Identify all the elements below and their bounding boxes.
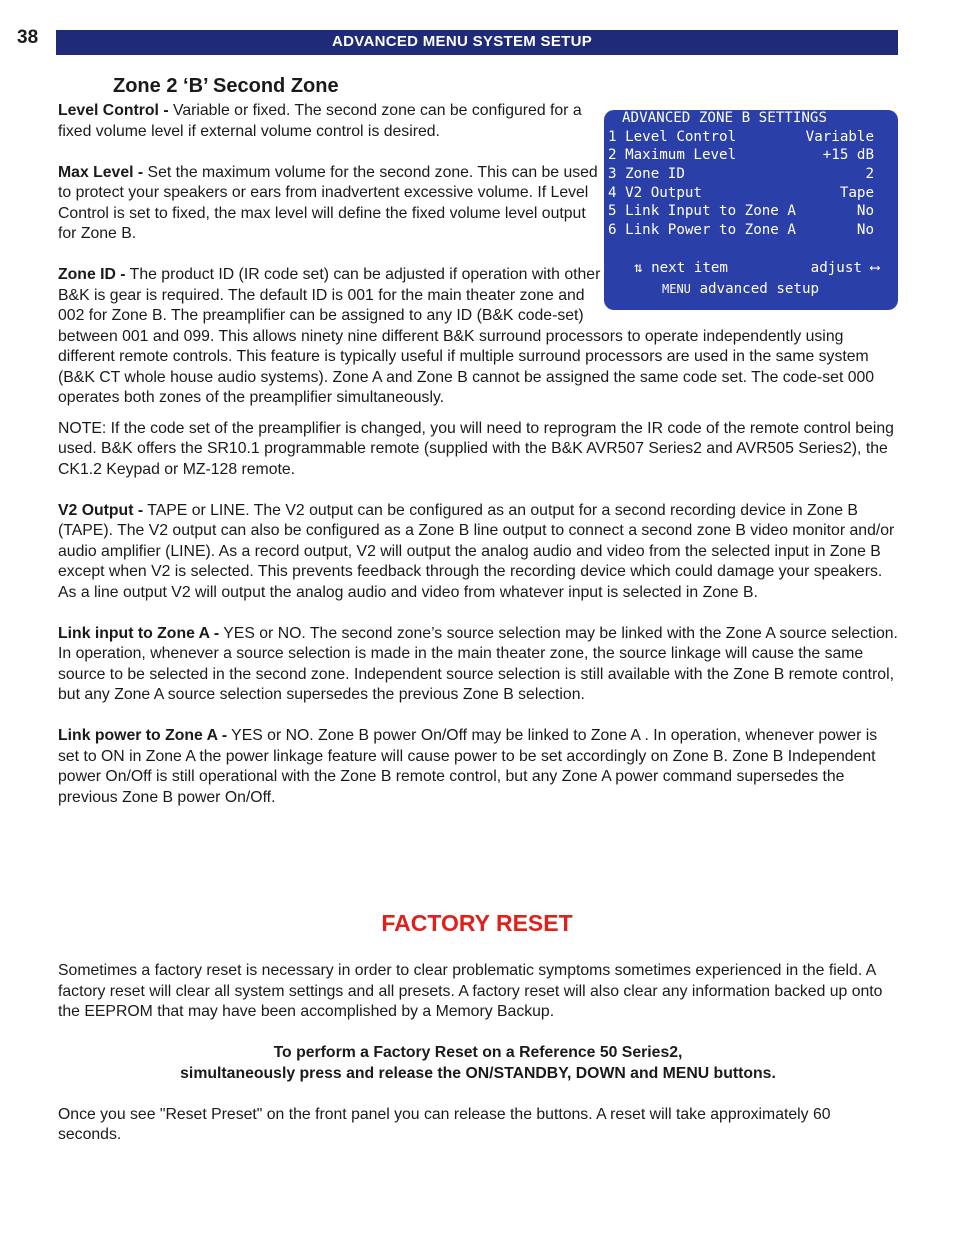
- paragraph-level-control: Level Control - Variable or fixed. The second zone can be configured for a fixed volume level if external volume control is desired.: [58, 102, 582, 140]
- term-link-input: Link input to Zone A -: [58, 624, 220, 642]
- osd-row-value: 2: [865, 166, 874, 182]
- term-max-level: Max Level -: [58, 163, 144, 181]
- paragraph-note: NOTE: If the code set of the preamplifier is changed, you will need to reprogram the IR code of the remote control being used. B&K offers the SR10.1 programmable remote (supplied with the B&K AVR507 Series2 and AVR505 Series2), the CK1.2 Keypad or MZ-128 remote.: [58, 419, 894, 478]
- paragraph-link-power: Link power to Zone A - YES or NO. Zone B power On/Off may be linked to Zone A . In operation, whenever power is set to ON in Zone A the power linkage feature will cause power to be set accordingly on Zone B. Zone B Independent power On/Off is still operational with the Zone B remote control, but any Zone A power command supersedes the previous Zone B power On/Off.: [58, 727, 878, 806]
- factory-reset-title: FACTORY RESET: [381, 910, 573, 936]
- term-zone-id: Zone ID -: [58, 266, 126, 283]
- osd-row-value: Tape: [839, 185, 874, 201]
- osd-row-label: 3 Zone ID: [608, 166, 685, 182]
- osd-next-item-hint: ⇅ next item: [634, 260, 728, 276]
- factory-reset-closing: Once you see "Reset Preset" on the front panel you can release the buttons. A reset will take approximately 60 seconds.: [58, 1105, 831, 1143]
- factory-reset-intro: Sometimes a factory reset is necessary in order to clear problematic symptoms sometimes experienced in the field. A factory reset will clear all system settings and all presets. A factory reset will also clear any information backed up onto the EEPROM that may have been accomplished by a Memory Backup.: [58, 962, 883, 1020]
- osd-row-value: Variable: [805, 129, 874, 145]
- osd-row-value: No: [856, 203, 874, 219]
- osd-row-label: 4 V2 Output: [608, 185, 702, 201]
- osd-row-label: 5 Link Input to Zone A: [608, 203, 796, 219]
- osd-row-label: 1 Level Control: [608, 129, 737, 145]
- paragraph-link-input: Link input to Zone A - YES or NO. The second zone’s source selection may be linked with the Zone A source selection. In operation, whenever a source selection is made in the main theater zone, the source linkage will cause the same source to be selected in the second zone. Independent source selection is still available with the Zone B remote control, but any Zone A source selection supersedes the previous Zone B selection.: [58, 624, 898, 703]
- section-title: Zone 2 ‘B’ Second Zone: [113, 75, 339, 97]
- page-number: 38: [17, 27, 39, 48]
- osd-float-spacer: [602, 101, 898, 315]
- term-link-power: Link power to Zone A -: [58, 727, 228, 744]
- osd-row-value: +15 dB: [822, 147, 874, 163]
- term-v2-output: V2 Output -: [58, 501, 144, 519]
- osd-row-label: 6 Link Power to Zone A: [608, 222, 796, 238]
- factory-reset-body: [58, 961, 898, 1166]
- paragraph-max-level: Max Level - Set the maximum volume for the second zone. This can be used to protect your speakers or ears from inadvertent excessive volume. If Level Control is set to fixed, the max level will define the fixed volume level output for Zone B.: [58, 163, 598, 242]
- osd-menu-key: MENU: [662, 282, 691, 296]
- paragraph-zone-id: Zone ID - The product ID (IR code set) can be adjusted if operation with other B&K is gear is required. The default ID is 001 for the main theater zone and 002 for Zone B. The preamplifier can be assigned to any ID (B&K code-set) between 001 and 099. This allows ninety nine different B&K surround processors to operate independently using different remote controls. This feature is typically useful if multiple surround processors are used in the same system (B&K CT whole house audio systems). Zone A and Zone B cannot be assigned the same code set. The code-set 000 operates both zones of the preamplifier simultaneously.: [58, 266, 875, 406]
- header-title: ADVANCED MENU SYSTEM SETUP: [332, 33, 593, 50]
- osd-title: ADVANCED ZONE B SETTINGS: [622, 110, 827, 126]
- osd-adjust-hint: adjust ⟷: [810, 260, 879, 276]
- paragraph-v2-output: V2 Output - TAPE or LINE. The V2 output can be configured as an output for a second recording device in Zone B (TAPE). The V2 output can also be configured as a Zone B line output to connect a second zone B video monitor and/or audio amplifier (LINE). As a record output, V2 will output the analog audio and video from the selected input in Zone B except when V2 is selected. This prevents feedback through the recording device which could damage your speakers. As a line output V2 will output the analog audio and video from whatever input is selected in Zone B.: [58, 501, 895, 601]
- header-bar: [56, 30, 898, 55]
- osd-row-value: No: [856, 222, 874, 238]
- term-level-control: Level Control -: [58, 102, 169, 119]
- osd-menu-text: advanced setup: [699, 281, 820, 297]
- factory-reset-instruction: To perform a Factory Reset on a Reference 50 Series2, simultaneously press and release the ON/STANDBY, DOWN and MENU buttons.: [180, 1044, 776, 1082]
- osd-row-label: 2 Maximum Level: [608, 147, 737, 163]
- zone-b-description: [58, 101, 898, 829]
